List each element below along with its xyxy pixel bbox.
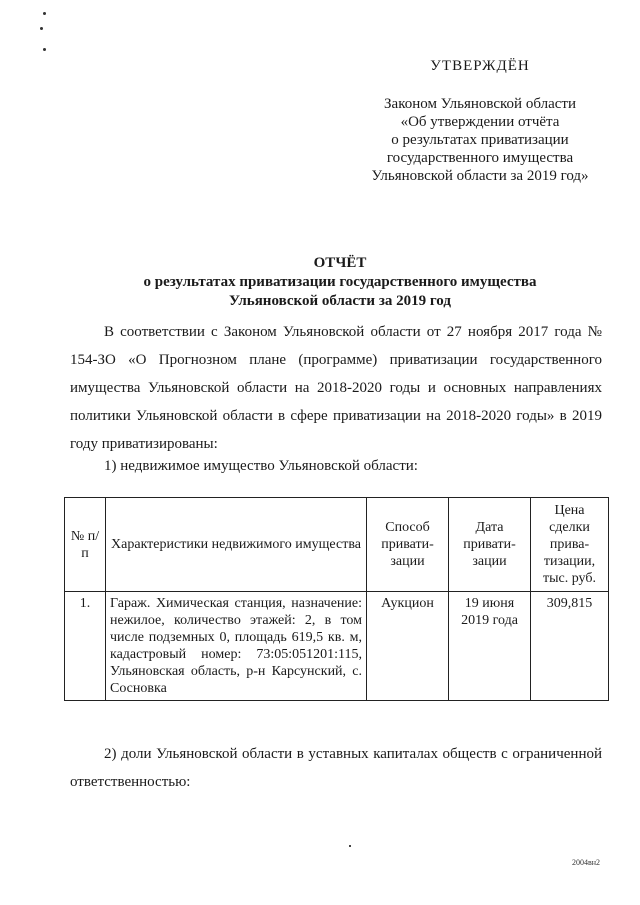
approval-line: «Об утверждении отчёта — [400, 114, 560, 130]
header-date: Дата привати-зации — [449, 498, 531, 592]
title-line-1: о результатах приватизации государственного имущества — [143, 274, 537, 290]
title-line-2: Ульяновской области за 2019 год — [229, 293, 451, 309]
approval-line: Законом Ульяновской области — [384, 96, 576, 112]
scan-speck — [43, 48, 46, 51]
report-title — [60, 254, 620, 311]
approval-block — [340, 57, 620, 185]
header-method: Способ привати-зации — [367, 498, 449, 592]
cell-description: Гараж. Химическая станция, назначение: нежилое, количество этажей: 2, в том числе подземных 0, площадь 619,5 кв. м, кадастровый номер: 73:05:051201:115, Ульяновская область, р-н Карсунский, с. Сосновка — [106, 592, 367, 701]
scan-speck — [349, 845, 351, 847]
cell-date: 19 июня 2019 года — [449, 592, 531, 701]
document-code: 2004вн2 — [572, 858, 601, 867]
cell-price: 309,815 — [531, 592, 609, 701]
real-estate-table — [64, 497, 609, 701]
table-header-row — [65, 498, 609, 592]
title-main: ОТЧЁТ — [313, 255, 367, 271]
header-price: Цена сделки прива-тизации, тыс. руб. — [531, 498, 609, 592]
approval-line: Ульяновской области за 2019 год» — [371, 168, 589, 184]
approval-stamp: УТВЕРЖДЁН — [430, 58, 530, 74]
cell-method: Аукцион — [367, 592, 449, 701]
section-shares-heading: 2) доли Ульяновской области в уставных капиталах обществ с ограниченной ответственностью: — [70, 746, 602, 790]
approval-line: о результатах приватизации — [391, 132, 569, 148]
scan-speck — [43, 12, 46, 15]
header-description: Характеристики недвижимого имущества — [106, 498, 367, 592]
table-row — [65, 592, 609, 701]
cell-num: 1. — [65, 592, 106, 701]
section-real-estate-heading: 1) недвижимое имущество Ульяновской области: — [104, 458, 418, 474]
scan-speck — [40, 27, 43, 30]
intro-paragraph: В соответствии с Законом Ульяновской области от 27 ноября 2017 года № 154-ЗО «О Прогнозном плане (программе) приватизации государственного имущества Ульяновской области на 2018-2020 годы и основных направлениях политики Ульяновской области в сфере приватизации на 2018-2020 годы» в 2019 году приватизированы: — [70, 324, 602, 452]
approval-line: государственного имущества — [386, 150, 574, 166]
header-num: № п/п — [65, 498, 106, 592]
